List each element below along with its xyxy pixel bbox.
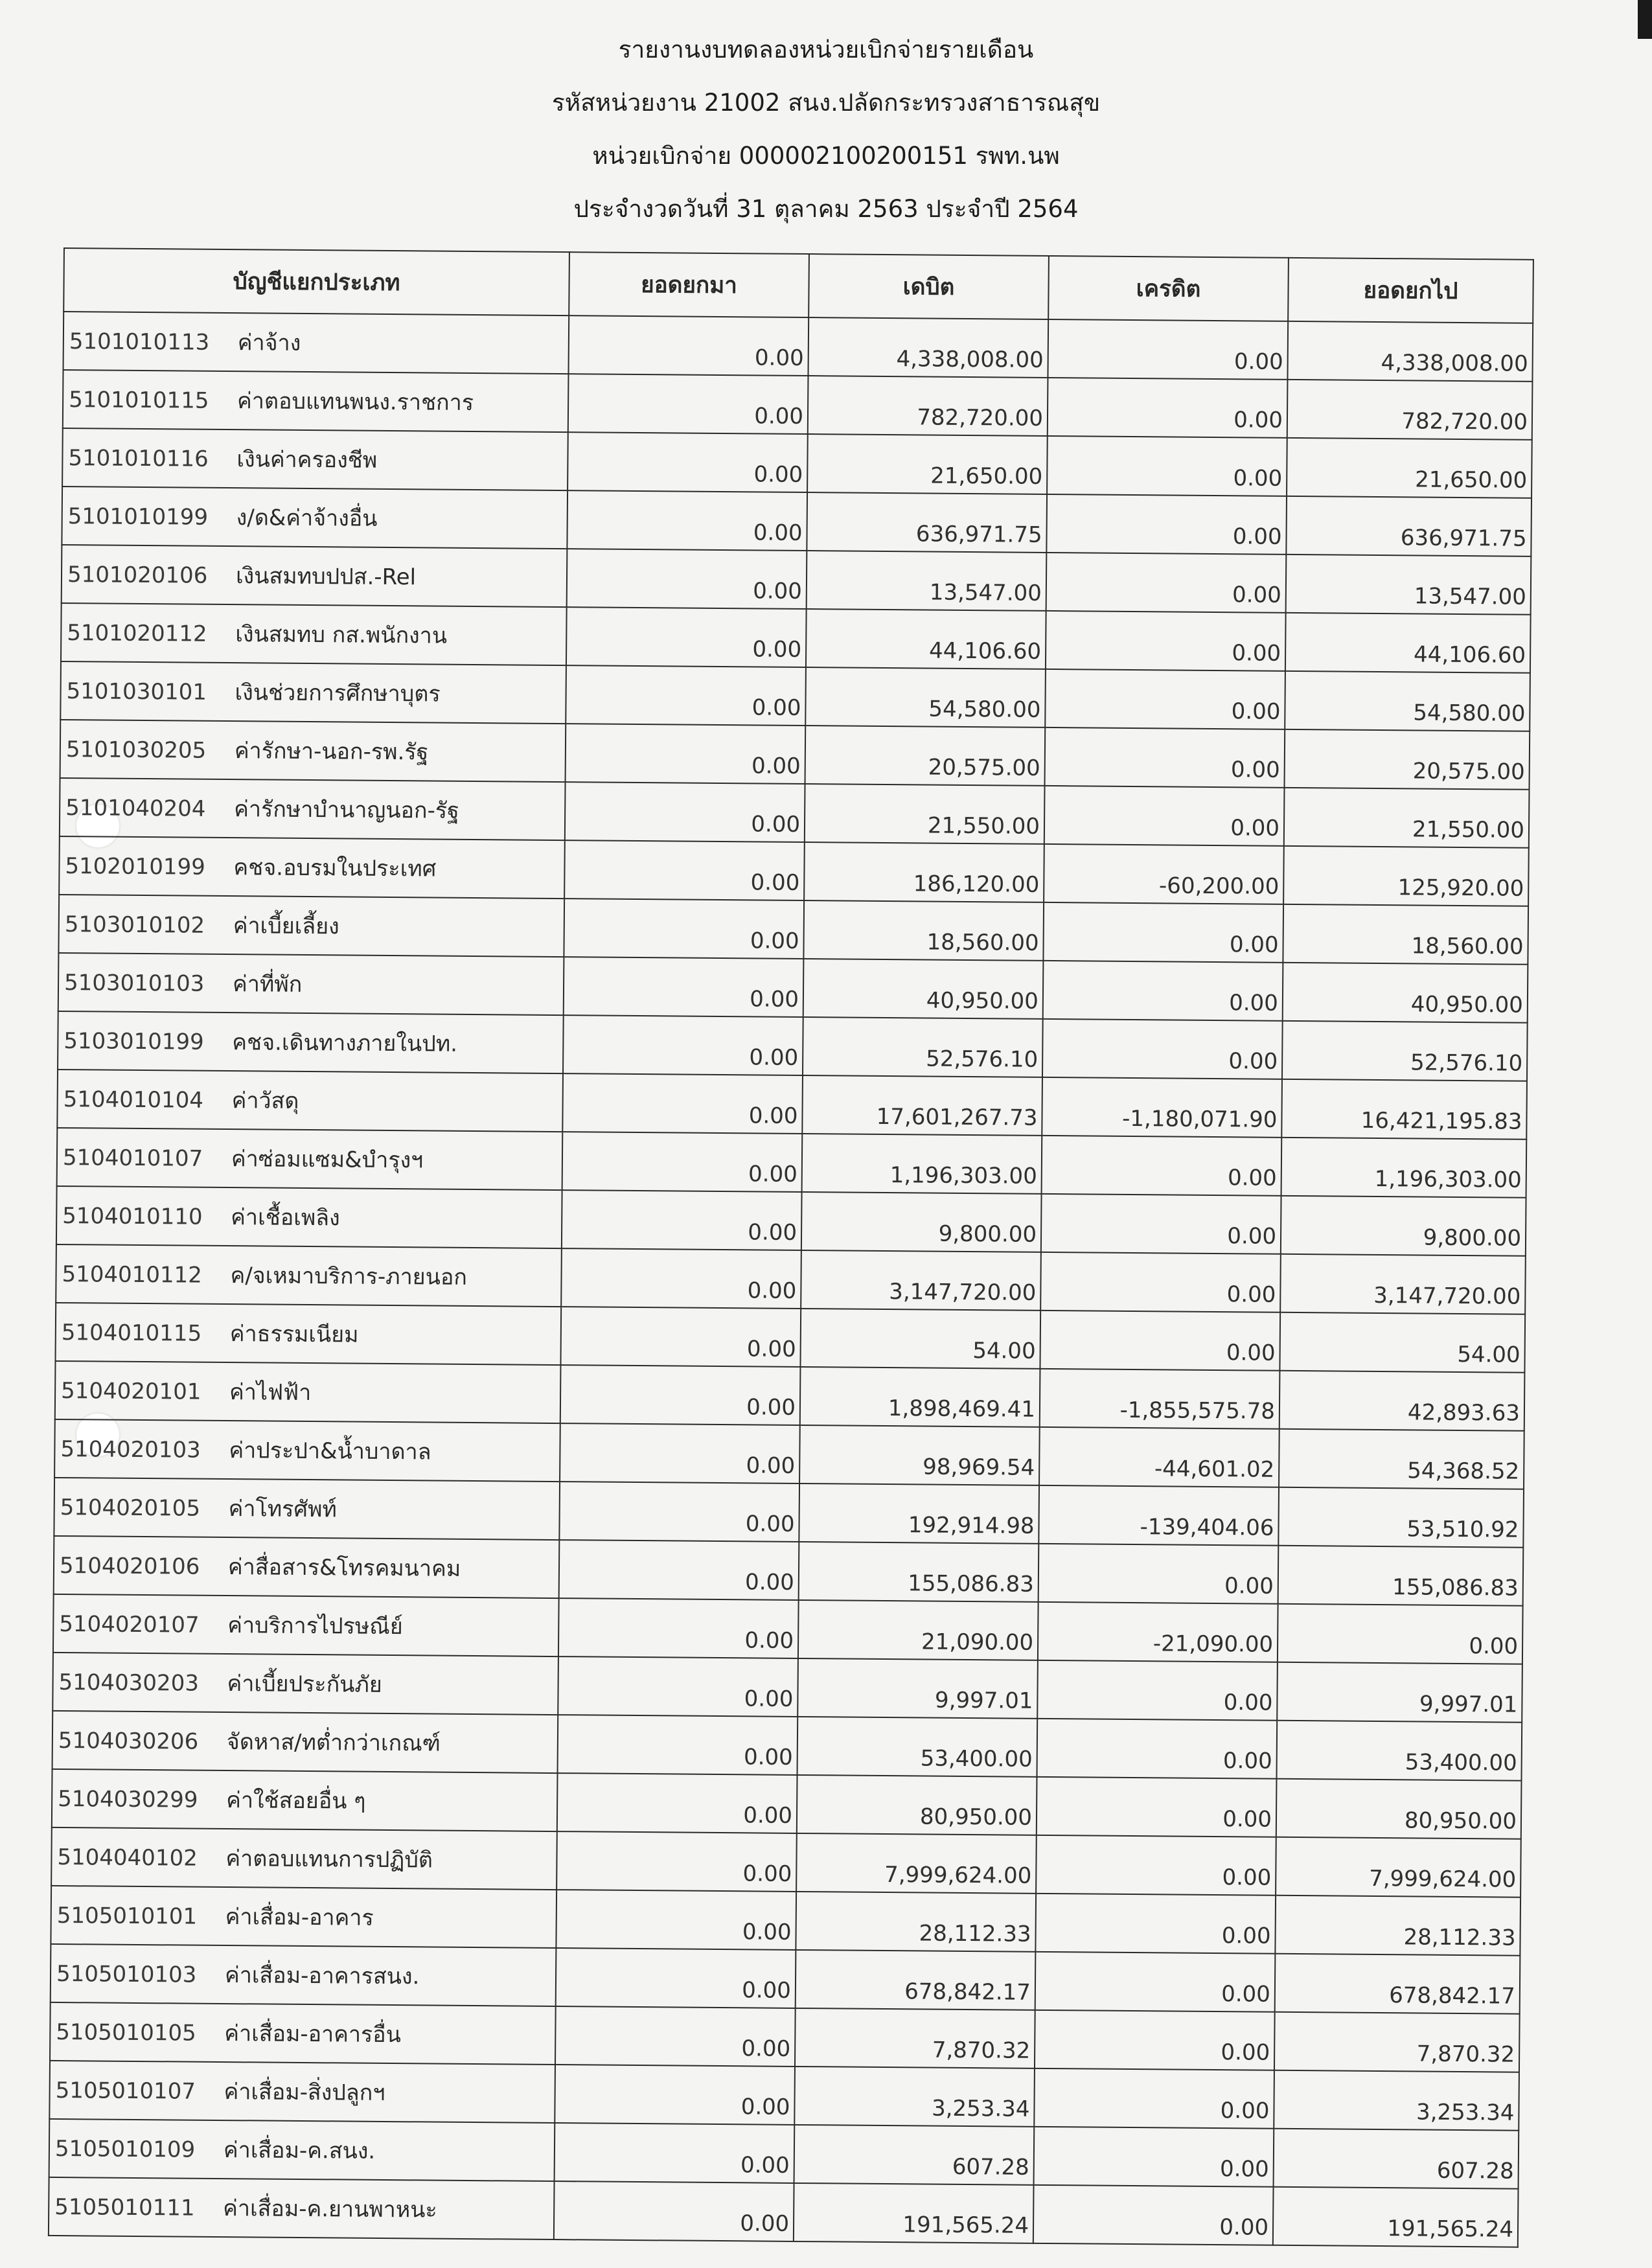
account-code: 5104030203 (58, 1669, 200, 1697)
opening-balance-cell: 0.00 (561, 1248, 801, 1309)
opening-balance-cell: 0.00 (568, 432, 808, 492)
opening-balance-cell: 0.00 (558, 1598, 799, 1658)
closing-balance-cell: 4,338,008.00 (1287, 321, 1533, 382)
credit-cell: -60,200.00 (1044, 844, 1284, 904)
account-name: ค่าบริการไปรษณีย์ (227, 1612, 403, 1640)
account-code: 5101010116 (68, 445, 209, 472)
closing-balance-cell: 42,893.63 (1279, 1371, 1525, 1431)
closing-balance-cell: 28,112.33 (1275, 1896, 1520, 1956)
account-name: คชจ.อบรมในประเทศ (233, 854, 437, 882)
account-cell (53, 1594, 559, 1656)
debit-cell: 20,575.00 (805, 726, 1046, 786)
opening-balance-cell: 0.00 (564, 840, 805, 900)
opening-balance-cell: 0.00 (556, 1948, 796, 2008)
debit-cell: 28,112.33 (796, 1892, 1036, 1952)
closing-balance-cell: 7,870.32 (1274, 2012, 1520, 2072)
debit-cell: 18,560.00 (803, 900, 1044, 961)
table-row (51, 1827, 1521, 1897)
account-name: ค่าตอบแทนพนง.ราชการ (236, 388, 474, 416)
opening-balance-cell: 0.00 (565, 782, 805, 842)
account-code: 5103010199 (63, 1028, 204, 1055)
account-name: ค่าเสื่อม-อาคารสนง. (224, 1962, 420, 1990)
account-code: 5105010103 (56, 1960, 197, 1988)
opening-balance-cell: 0.00 (567, 490, 807, 551)
closing-balance-cell: 1,196,303.00 (1281, 1138, 1527, 1198)
credit-cell: 0.00 (1042, 1019, 1283, 1079)
table-row (54, 1419, 1524, 1489)
account-code: 5104020101 (60, 1378, 201, 1405)
credit-cell: 0.00 (1043, 902, 1283, 963)
report-header (0, 36, 1652, 248)
table-row (52, 1769, 1522, 1839)
account-cell (52, 1711, 558, 1773)
opening-balance-cell: 0.00 (568, 374, 809, 434)
opening-balance-cell: 0.00 (562, 1190, 802, 1250)
opening-balance-cell: 0.00 (560, 1307, 801, 1367)
table-row (56, 1186, 1526, 1256)
account-cell (58, 895, 564, 957)
opening-balance-cell: 0.00 (564, 899, 804, 959)
account-cell (62, 545, 568, 607)
debit-cell: 3,253.34 (794, 2067, 1035, 2127)
opening-balance-cell: 0.00 (563, 1015, 803, 1075)
account-code: 5101010199 (67, 503, 209, 531)
account-name: ค่าสื่อสาร&โทรคมนาคม (227, 1554, 461, 1582)
account-cell (62, 428, 568, 490)
closing-balance-cell: 44,106.60 (1285, 613, 1531, 673)
account-name: เงินสมทบปปส.-Rel (235, 563, 417, 591)
table-row (54, 1536, 1524, 1606)
account-code: 5104010104 (63, 1086, 204, 1114)
credit-cell: 0.00 (1048, 378, 1288, 438)
credit-cell: 0.00 (1042, 1136, 1282, 1196)
table-row (52, 1653, 1522, 1723)
account-cell (51, 1944, 556, 2006)
agency-code-line: รหัสหน่วยงาน 21002 สนง.ปลัดกระทรวงสาธารณสุข (551, 89, 1101, 117)
account-code: 5104020103 (60, 1436, 201, 1463)
account-cell (55, 1361, 561, 1423)
debit-cell: 3,147,720.00 (801, 1250, 1041, 1311)
account-cell (63, 312, 569, 374)
account-code: 5101030205 (65, 737, 207, 764)
debit-cell: 52,576.10 (803, 1017, 1043, 1077)
closing-balance-cell: 636,971.75 (1286, 496, 1532, 556)
account-code: 5105010105 (56, 2019, 196, 2046)
closing-balance-cell: 54.00 (1279, 1312, 1525, 1373)
closing-balance-cell: 125,920.00 (1283, 846, 1529, 906)
credit-cell: 0.00 (1048, 319, 1288, 380)
opening-balance-cell: 0.00 (566, 724, 806, 784)
account-cell (54, 1536, 560, 1598)
account-name: ค่ารักษาบำนาญนอก-รัฐ (234, 796, 460, 824)
account-cell (54, 1478, 560, 1540)
closing-balance-cell: 40,950.00 (1283, 963, 1528, 1023)
closing-balance-cell: 3,147,720.00 (1280, 1254, 1526, 1314)
closing-balance-cell: 21,550.00 (1284, 788, 1530, 848)
closing-balance-cell: 9,997.01 (1277, 1662, 1522, 1723)
opening-balance-cell: 0.00 (564, 957, 804, 1017)
table-row (60, 661, 1530, 731)
credit-cell: 0.00 (1047, 436, 1287, 496)
account-code: 5101020112 (67, 620, 207, 647)
table-row (63, 370, 1533, 440)
opening-balance-cell: 0.00 (554, 2181, 794, 2241)
account-cell (62, 487, 568, 549)
credit-cell: 0.00 (1043, 961, 1283, 1021)
debit-cell: 54,580.00 (805, 667, 1046, 727)
account-name: ค่าจ้าง (237, 330, 301, 356)
account-code: 5105010111 (54, 2194, 195, 2221)
closing-balance-cell: 678,842.17 (1275, 1954, 1520, 2014)
opening-balance-cell: 0.00 (560, 1423, 800, 1483)
credit-cell: 0.00 (1046, 553, 1287, 613)
scan-edge-mark (1638, 0, 1652, 39)
credit-cell: 0.00 (1046, 611, 1286, 671)
account-name: ค่าธรรมเนียม (229, 1321, 359, 1348)
table-row (62, 487, 1532, 556)
table-row (59, 836, 1529, 906)
closing-balance-cell: 54,580.00 (1285, 671, 1530, 731)
account-name: ค่าเสื่อม-ค.ยานพาหนะ (223, 2195, 437, 2223)
credit-cell: 0.00 (1034, 2068, 1274, 2129)
closing-balance-cell: 782,720.00 (1287, 380, 1533, 440)
closing-balance-cell: 155,086.83 (1278, 1546, 1524, 1606)
account-cell (57, 1070, 563, 1132)
closing-balance-cell: 3,253.34 (1274, 2070, 1519, 2131)
col-header-debit: เดบิต (809, 254, 1049, 319)
trial-balance-table (48, 247, 1534, 2248)
period-line: ประจำงวดวันที่ 31 ตุลาคม 2563 ประจำปี 2564 (573, 195, 1079, 223)
account-name: ค่าซ่อมแซม&บำรุงฯ (231, 1146, 424, 1174)
table-row (55, 1361, 1525, 1431)
table-row (50, 2002, 1520, 2072)
account-code: 5101010113 (69, 328, 210, 356)
credit-cell: -21,090.00 (1038, 1602, 1278, 1662)
debit-cell: 21,650.00 (807, 434, 1048, 494)
debit-cell: 192,914.98 (799, 1483, 1039, 1544)
account-cell (58, 1011, 564, 1073)
account-name: เงินสมทบ กส.พนักงาน (235, 621, 448, 649)
opening-balance-cell: 0.00 (566, 607, 807, 667)
col-header-credit: เครดิต (1048, 256, 1289, 321)
account-code: 5104020107 (59, 1611, 200, 1638)
table-row (62, 428, 1532, 498)
account-cell (51, 1827, 557, 1890)
account-name: จัดหาส/ทต่ำกว่าเกณฑ์ (226, 1729, 441, 1757)
debit-cell: 7,999,624.00 (796, 1833, 1037, 1894)
account-code: 5105010101 (56, 1902, 198, 1930)
debit-cell: 54.00 (800, 1309, 1040, 1369)
account-cell (56, 1186, 562, 1248)
credit-cell: 0.00 (1045, 669, 1285, 729)
table-row (54, 1478, 1524, 1548)
account-code: 5104030299 (58, 1786, 198, 1813)
debit-cell: 678,842.17 (796, 1950, 1036, 2010)
account-name: ค่าวัสดุ (231, 1088, 299, 1114)
opening-balance-cell: 0.00 (556, 1890, 796, 1950)
table-row (51, 1944, 1520, 2014)
debit-cell: 21,550.00 (805, 784, 1045, 844)
account-name: ค่าเชื้อเพลิง (231, 1204, 340, 1231)
account-cell (61, 603, 567, 665)
account-name: ค่ารักษา-นอก-รพ.รัฐ (234, 738, 429, 766)
account-name: ค่าไฟฟ้า (229, 1379, 312, 1406)
debit-cell: 9,800.00 (801, 1192, 1042, 1252)
account-code: 5104010112 (62, 1261, 203, 1289)
col-header-closing: ยอดยกไป (1288, 258, 1533, 323)
debit-cell: 9,997.01 (797, 1658, 1038, 1719)
account-code: 5104030206 (58, 1728, 199, 1755)
table-row (52, 1711, 1522, 1781)
closing-balance-cell: 18,560.00 (1283, 904, 1528, 965)
account-name: ค่าที่พัก (232, 971, 303, 998)
account-cell (56, 1244, 562, 1307)
table-row (63, 312, 1533, 382)
credit-cell: 0.00 (1037, 1777, 1277, 1837)
table-row (58, 895, 1528, 965)
opening-balance-cell: 0.00 (559, 1540, 799, 1600)
debit-cell: 191,565.24 (794, 2183, 1034, 2243)
table-row (57, 1070, 1527, 1140)
opening-balance-cell: 0.00 (568, 315, 809, 376)
debit-cell: 17,601,267.73 (802, 1075, 1042, 1136)
closing-balance-cell: 20,575.00 (1285, 729, 1530, 790)
opening-balance-cell: 0.00 (562, 1073, 803, 1134)
account-cell (59, 836, 565, 899)
credit-cell: 0.00 (1046, 494, 1287, 555)
credit-cell: 0.00 (1038, 1544, 1279, 1604)
account-code: 5103010102 (64, 911, 205, 939)
closing-balance-cell: 0.00 (1278, 1604, 1523, 1664)
account-code: 5104020106 (59, 1553, 200, 1580)
account-code: 5104040102 (57, 1844, 198, 1872)
credit-cell: 0.00 (1040, 1311, 1280, 1371)
debit-cell: 636,971.75 (807, 492, 1047, 553)
debit-cell: 98,969.54 (799, 1425, 1040, 1485)
account-code: 5105010109 (54, 2135, 196, 2163)
credit-cell: -1,180,071.90 (1042, 1077, 1282, 1138)
account-name: ค่าเสื่อม-อาคาร (225, 1904, 374, 1931)
debit-cell: 21,090.00 (798, 1600, 1038, 1660)
account-code: 5101020106 (67, 562, 208, 589)
closing-balance-cell: 54,368.52 (1279, 1429, 1524, 1489)
account-cell (63, 370, 569, 432)
account-cell (60, 661, 566, 724)
debit-cell: 53,400.00 (797, 1717, 1038, 1777)
opening-balance-cell: 0.00 (558, 1715, 798, 1775)
credit-cell: 0.00 (1035, 2010, 1275, 2070)
account-code: 5104020105 (60, 1495, 201, 1522)
account-name: ค/จเหมาบริการ-ภายนอก (230, 1263, 468, 1290)
account-cell (49, 2061, 555, 2123)
debit-cell: 4,338,008.00 (808, 317, 1048, 378)
table-row (58, 1011, 1528, 1081)
closing-balance-cell: 52,576.10 (1282, 1021, 1528, 1081)
credit-cell: -139,404.06 (1038, 1485, 1279, 1546)
credit-cell: 0.00 (1037, 1719, 1278, 1779)
account-name: ค่าเสื่อม-อาคารอื่น (224, 2021, 402, 2048)
account-cell (51, 1886, 556, 1948)
debit-cell: 155,086.83 (799, 1542, 1039, 1602)
credit-cell: 0.00 (1037, 1660, 1278, 1721)
credit-cell: 0.00 (1045, 727, 1285, 788)
table-body (49, 312, 1533, 2247)
credit-cell: 0.00 (1040, 1252, 1281, 1312)
account-name: ค่าเสื่อม-สิ่งปลูกฯ (224, 2079, 385, 2106)
col-header-opening: ยอดยกมา (569, 252, 809, 317)
opening-balance-cell: 0.00 (559, 1482, 799, 1542)
account-code: 5101010115 (68, 387, 209, 414)
account-cell (52, 1653, 558, 1715)
account-name: คชจ.เดินทางภายในปท. (232, 1029, 458, 1057)
closing-balance-cell: 80,950.00 (1276, 1779, 1522, 1839)
closing-balance-cell: 21,650.00 (1287, 438, 1532, 498)
table-row (51, 1886, 1520, 1956)
closing-balance-cell: 53,400.00 (1276, 1721, 1522, 1781)
closing-balance-cell: 607.28 (1274, 2129, 1519, 2189)
table-row (49, 2119, 1519, 2189)
debit-cell: 13,547.00 (807, 551, 1047, 611)
opening-balance-cell: 0.00 (567, 549, 807, 609)
credit-cell: 0.00 (1034, 2127, 1274, 2187)
account-cell (60, 778, 566, 840)
disbursement-unit-line: หน่วยเบิกจ่าย 000002100200151 รพท.นพ (592, 142, 1060, 170)
debit-cell: 40,950.00 (803, 959, 1044, 1019)
account-cell (52, 1769, 558, 1831)
report-title: รายงานงบทดลองหน่วยเบิกจ่ายรายเดือน (618, 36, 1034, 63)
opening-balance-cell: 0.00 (556, 1831, 797, 1892)
account-code: 5104010110 (62, 1203, 203, 1230)
opening-balance-cell: 0.00 (555, 2123, 795, 2183)
debit-cell: 1,898,469.41 (800, 1367, 1040, 1427)
table-row (55, 1303, 1525, 1373)
debit-cell: 7,870.32 (795, 2008, 1035, 2068)
account-name: ค่าตอบแทนการปฏิบัติ (225, 1846, 433, 1873)
credit-cell: -1,855,575.78 (1040, 1369, 1280, 1429)
account-code: 5103010103 (63, 970, 205, 997)
account-name: ค่าโทรศัพท์ (228, 1496, 338, 1523)
account-code: 5101040204 (65, 795, 206, 822)
account-cell (57, 1128, 563, 1190)
credit-cell: 0.00 (1035, 1894, 1276, 1954)
account-code: 5104010107 (62, 1145, 203, 1172)
credit-cell: 0.00 (1036, 1835, 1276, 1896)
opening-balance-cell: 0.00 (555, 2006, 796, 2067)
account-name: ค่าเบี้ยเลี้ยง (233, 913, 339, 940)
account-cell (58, 953, 564, 1015)
table-row (56, 1244, 1526, 1314)
closing-balance-cell: 7,999,624.00 (1276, 1837, 1521, 1897)
table-row (61, 603, 1531, 673)
credit-cell: 0.00 (1044, 786, 1285, 846)
table-row (60, 778, 1530, 848)
account-name: ค่าใช้สอยอื่น ๆ (226, 1787, 366, 1815)
opening-balance-cell: 0.00 (560, 1365, 801, 1425)
table-row (62, 545, 1532, 615)
closing-balance-cell: 16,421,195.83 (1281, 1079, 1527, 1140)
closing-balance-cell: 13,547.00 (1286, 555, 1532, 615)
account-code: 5101030101 (66, 678, 207, 705)
table-row (58, 953, 1528, 1023)
account-name: เงินช่วยการศึกษาบุตร (235, 680, 441, 707)
credit-cell: 0.00 (1033, 2185, 1274, 2245)
opening-balance-cell: 0.00 (555, 2065, 795, 2125)
account-cell (55, 1303, 561, 1365)
table-header-row (63, 248, 1533, 323)
account-name: เงินค่าครองชีพ (236, 446, 378, 474)
debit-cell: 80,950.00 (797, 1775, 1037, 1835)
table-row (60, 720, 1530, 790)
table-row (53, 1594, 1523, 1664)
account-code: 5102010199 (65, 853, 205, 880)
credit-cell: 0.00 (1041, 1194, 1281, 1254)
debit-cell: 607.28 (794, 2125, 1035, 2185)
account-cell (49, 2119, 555, 2181)
table-row (57, 1128, 1527, 1198)
opening-balance-cell: 0.00 (562, 1132, 803, 1192)
opening-balance-cell: 0.00 (557, 1773, 797, 1833)
debit-cell: 44,106.60 (806, 609, 1046, 669)
credit-cell: 0.00 (1035, 1952, 1276, 2012)
debit-cell: 782,720.00 (808, 376, 1048, 436)
account-cell (60, 720, 566, 782)
account-name: ค่าประปา&น้ำบาดาล (229, 1438, 431, 1465)
account-code: 5105010107 (55, 2077, 196, 2105)
account-cell (49, 2177, 555, 2239)
closing-balance-cell: 9,800.00 (1281, 1196, 1526, 1256)
closing-balance-cell: 191,565.24 (1273, 2187, 1519, 2247)
col-header-account: บัญชีแยกประเภท (63, 248, 569, 315)
account-name: ค่าเสื่อม-ค.สนง. (223, 2137, 376, 2164)
account-cell (54, 1419, 560, 1482)
account-name: ง/ด&ค่าจ้างอื่น (236, 505, 378, 532)
debit-cell: 1,196,303.00 (802, 1134, 1042, 1194)
opening-balance-cell: 0.00 (566, 665, 806, 726)
account-cell (50, 2002, 556, 2065)
table-row (49, 2061, 1519, 2131)
closing-balance-cell: 53,510.92 (1278, 1487, 1524, 1548)
account-name: ค่าเบี้ยประกันภัย (227, 1671, 382, 1698)
credit-cell: -44,601.02 (1039, 1427, 1279, 1487)
debit-cell: 186,120.00 (804, 842, 1044, 902)
account-code: 5104010115 (61, 1320, 202, 1347)
table-row (49, 2177, 1519, 2247)
opening-balance-cell: 0.00 (558, 1656, 798, 1717)
